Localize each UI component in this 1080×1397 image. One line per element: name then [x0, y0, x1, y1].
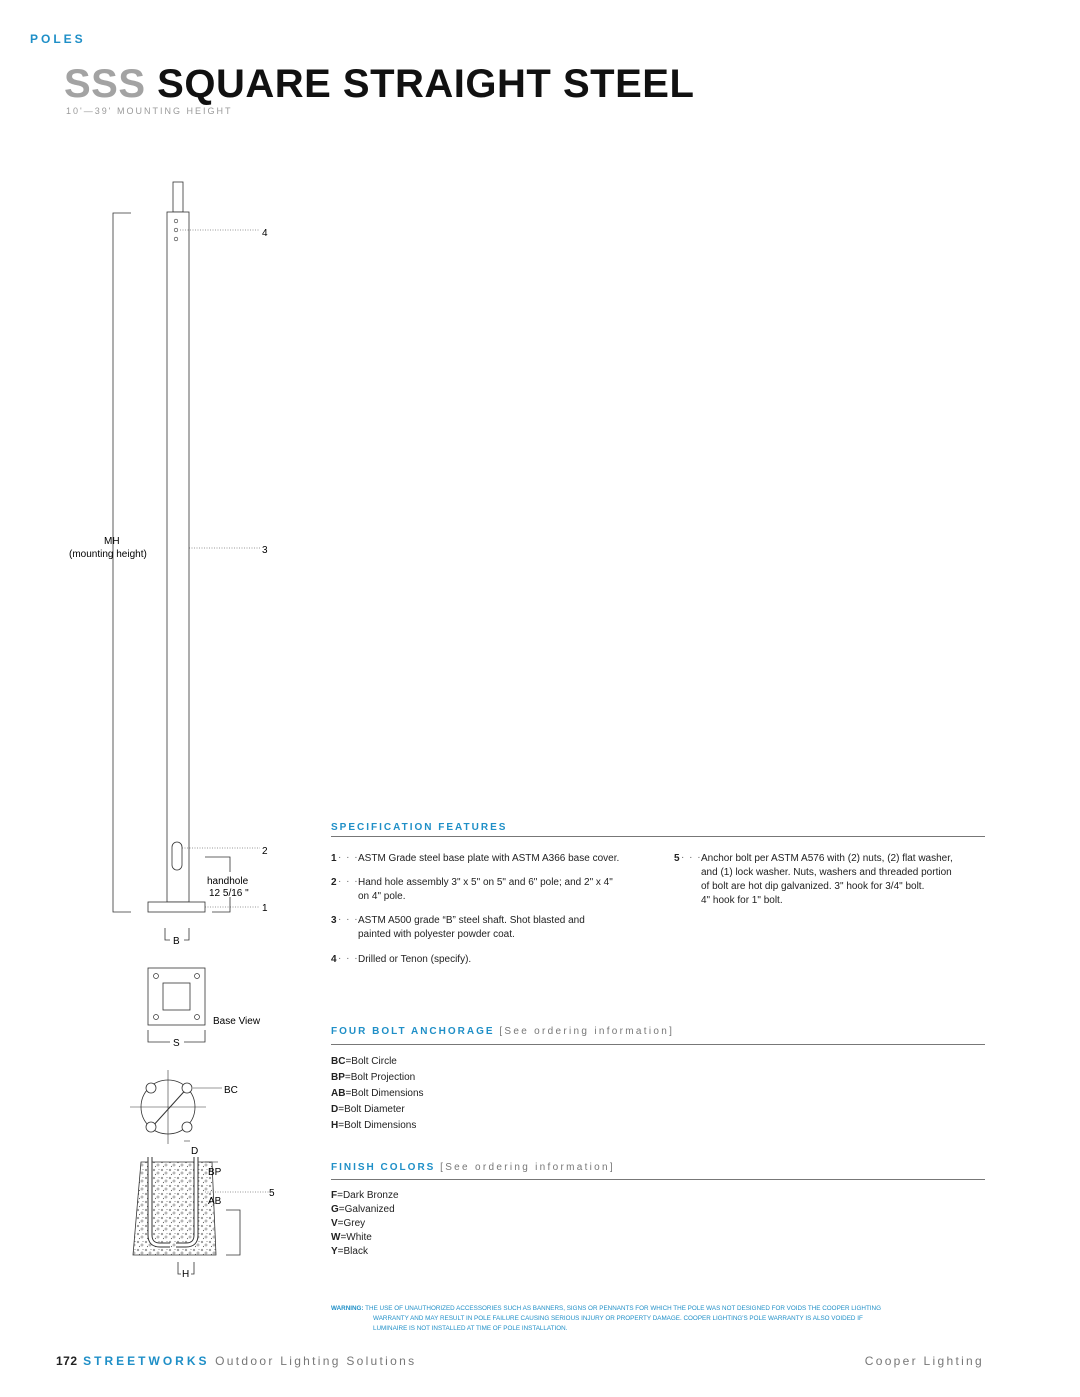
base-plate [148, 902, 205, 912]
spec-item: 4 · · · Drilled or Tenon (specify). [331, 953, 472, 965]
spec-item: 3 · · · ASTM A500 grade “B” steel shaft. Shot blasted and painted with polyester powder coat. [331, 914, 585, 940]
d-label: D [191, 1146, 199, 1157]
callout-1: 1 [262, 903, 268, 914]
ab-label: AB [208, 1196, 222, 1207]
finish-legend [331, 1189, 399, 1259]
s-dimension: S [173, 1038, 180, 1049]
list-item: BC=Bolt Circle [331, 1056, 397, 1067]
pole-tenon [173, 182, 183, 212]
spec-item: 5 · · · Anchor bolt per ASTM A576 with (2) nuts, (2) flat washer, and (1) lock washer. Nuts, washers and threaded portion of bolt are hot dip galvanized. 3" hook for 3/4" bolt. 4" hook for 1" bolt. [674, 852, 953, 906]
anchorage-divider [331, 1044, 985, 1045]
mh-label: MH [104, 536, 120, 547]
base-view-opening [163, 983, 190, 1010]
spec-heading: SPECIFICATION FEATURES [331, 822, 508, 833]
finish-heading: FINISH COLORS [See ordering information] [331, 1162, 615, 1173]
title-name: SQUARE STRAIGHT STEEL [157, 62, 695, 106]
warranty-warning: WARNING: THE USE OF UNAUTHORIZED ACCESSORIES SUCH AS BANNERS, SIGNS OR PENNANTS FOR WHICH THE POLE WAS NOT DESIGNED FOR VOIDS THE COOPER LIGHTING WARRANTY AND MAY RESULT IN POLE FAILURE CAUSING SERIOUS INJURY OR PROPERTY DAMAGE. COOPER LIGHTING'S POLE WARRANTY IS ALSO VOIDED IF LUMINAIRE IS NOT INSTALLED AT TIME OF POLE INSTALLATION. [331, 1305, 882, 1332]
anchorage-ordering-ref: [See ordering information] [499, 1026, 675, 1037]
finish-ordering-ref: [See ordering information] [440, 1162, 615, 1173]
callout-5: 5 [269, 1188, 275, 1199]
spec-item: 1 · · · ASTM Grade steel base plate with ASTM A366 base cover. [331, 852, 620, 864]
pole-diagram [0, 0, 330, 1300]
page-number: 172 [56, 1354, 78, 1368]
callout-3: 3 [262, 545, 268, 556]
spec-item: 2 · · · Hand hole assembly 3" x 5" on 5" and 6" pole; and 2" x 4" on 4" pole. [331, 876, 613, 902]
handhole-size: 12 5/16 " [209, 888, 249, 899]
mh-bracket [113, 213, 131, 912]
pole-shaft [167, 212, 189, 902]
title-code: SSS [64, 62, 146, 106]
callout-2: 2 [262, 846, 268, 857]
spec-divider [331, 836, 985, 837]
list-item: BP=Bolt Projection [331, 1072, 416, 1083]
list-item: W=White [331, 1232, 372, 1243]
anchorage-heading: FOUR BOLT ANCHORAGE [See ordering information] [331, 1026, 675, 1037]
bc-label: BC [224, 1085, 238, 1096]
company-name: Cooper Lighting [864, 1354, 984, 1368]
base-view-label: Base View [213, 1016, 261, 1027]
bp-label: BP [208, 1167, 222, 1178]
finish-divider [331, 1179, 985, 1180]
list-item: V=Grey [331, 1218, 366, 1229]
list-item: G=Galvanized [331, 1204, 395, 1215]
section-category: POLES [30, 32, 86, 46]
list-item: Y=Black [331, 1246, 368, 1257]
b-dimension: B [173, 936, 180, 947]
list-item: F=Dark Bronze [331, 1190, 399, 1201]
list-item: AB=Bolt Dimensions [331, 1088, 424, 1099]
brand-tagline: Outdoor Lighting Solutions [215, 1354, 417, 1368]
anchorage-legend [331, 1054, 424, 1134]
footer-brand [56, 1354, 416, 1368]
brand-name: STREETWORKS [83, 1354, 210, 1368]
concrete-foundation [133, 1162, 216, 1255]
mh-sublabel: (mounting height) [69, 549, 147, 560]
mounting-height-subtitle: 10'—39' MOUNTING HEIGHT [66, 106, 233, 116]
list-item: D=Bolt Diameter [331, 1104, 405, 1115]
h-dimension: H [182, 1269, 190, 1280]
callout-4: 4 [262, 228, 268, 239]
handhole-label: handhole [207, 876, 249, 887]
list-item: H=Bolt Dimensions [331, 1120, 417, 1131]
